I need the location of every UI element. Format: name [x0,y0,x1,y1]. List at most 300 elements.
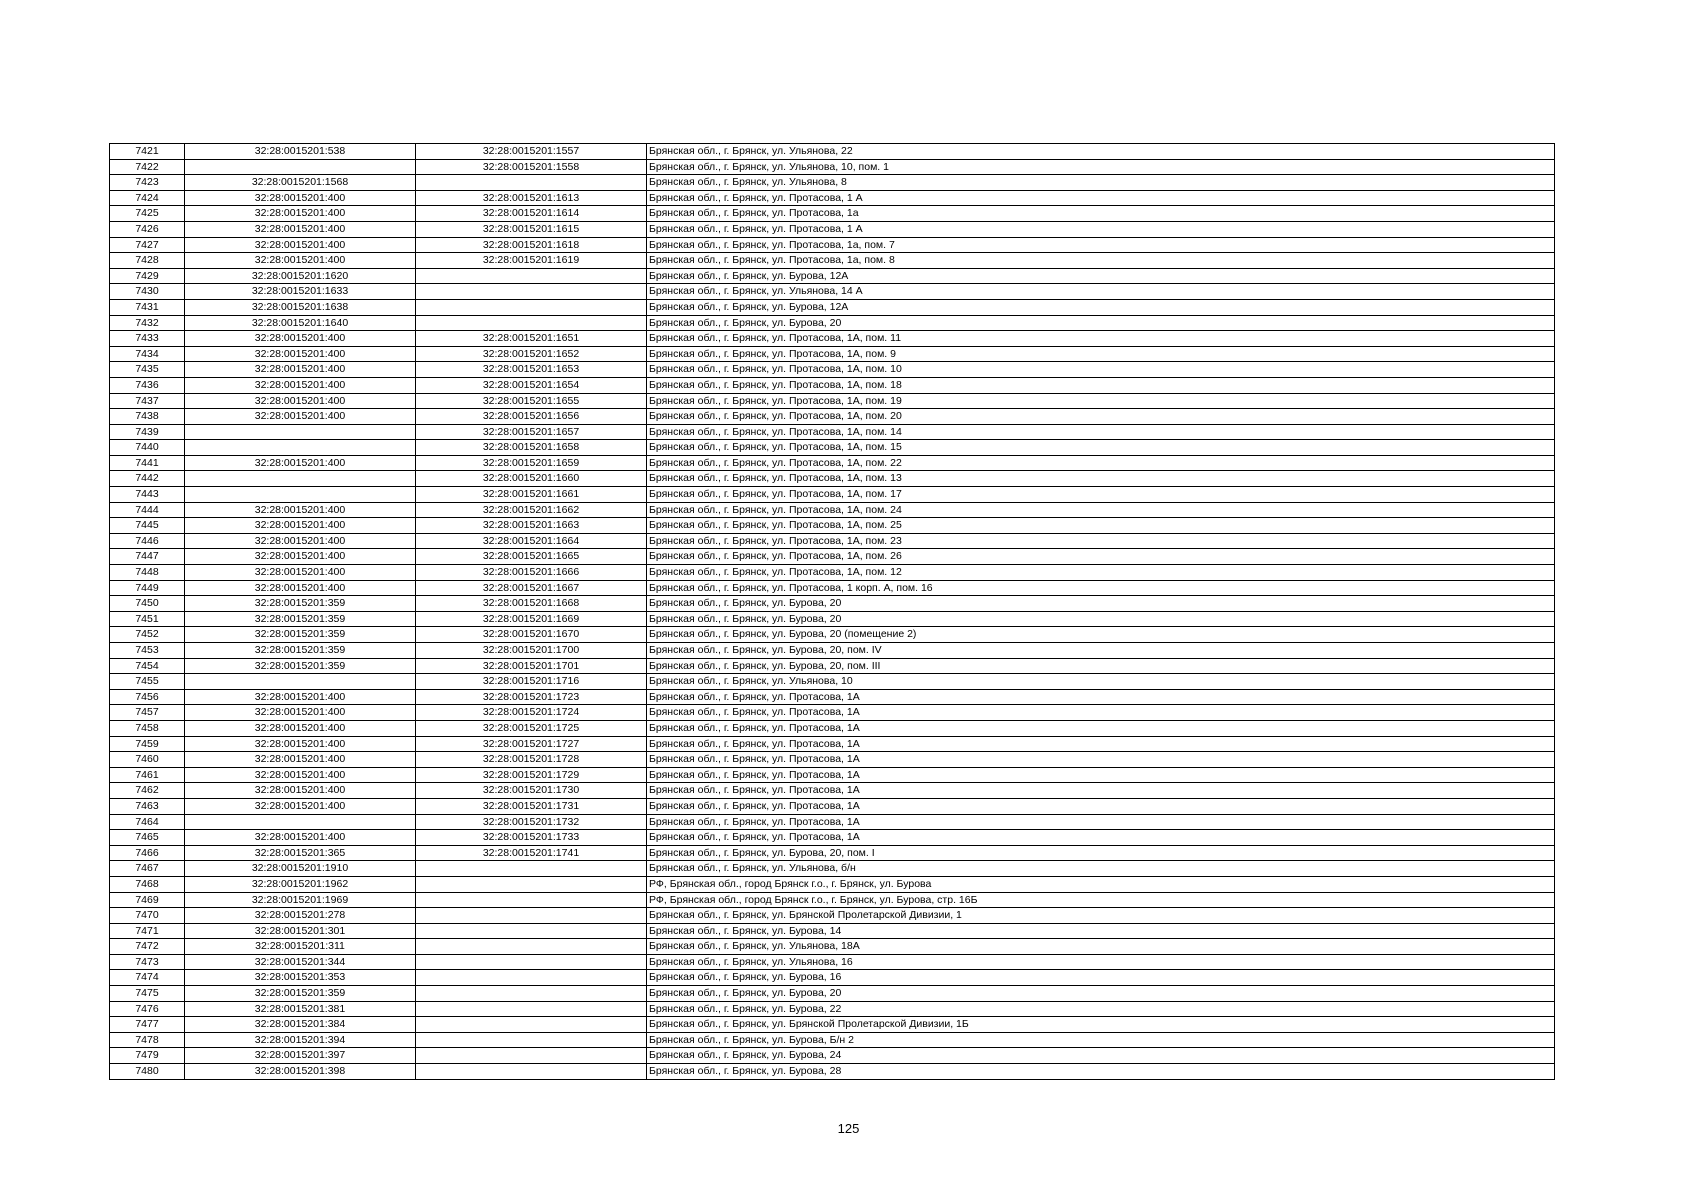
object-cadastral-number-cell [416,986,647,1002]
object-cadastral-number-cell: 32:28:0015201:1731 [416,798,647,814]
row-number-cell: 7443 [110,487,185,503]
address-cell: Брянская обл., г. Брянск, ул. Бурова, 20, пом. I [647,845,1555,861]
address-cell: Брянская обл., г. Брянск, ул. Бурова, 20, пом. III [647,658,1555,674]
object-cadastral-number-cell: 32:28:0015201:1615 [416,221,647,237]
row-number-cell: 7480 [110,1064,185,1080]
table-row [110,689,1555,705]
table-row [110,783,1555,799]
table-row [110,1032,1555,1048]
row-number-cell: 7457 [110,705,185,721]
address-cell: Брянская обл., г. Брянск, ул. Протасова, 1А [647,830,1555,846]
object-cadastral-number-cell: 32:28:0015201:1558 [416,159,647,175]
address-cell: Брянская обл., г. Брянск, ул. Протасова, 1А, пом. 20 [647,409,1555,425]
land-cadastral-number-cell: 32:28:0015201:1620 [185,268,416,284]
row-number-cell: 7462 [110,783,185,799]
address-cell: Брянская обл., г. Брянск, ул. Протасова, 1А, пом. 22 [647,455,1555,471]
table-row [110,986,1555,1002]
address-cell: Брянская обл., г. Брянск, ул. Протасова, 1А [647,689,1555,705]
address-cell: Брянская обл., г. Брянск, ул. Протасова, 1А, пом. 26 [647,549,1555,565]
row-number-cell: 7433 [110,331,185,347]
object-cadastral-number-cell [416,1048,647,1064]
land-cadastral-number-cell: 32:28:0015201:538 [185,144,416,160]
land-cadastral-number-cell [185,674,416,690]
land-cadastral-number-cell [185,424,416,440]
row-number-cell: 7437 [110,393,185,409]
land-cadastral-number-cell: 32:28:0015201:400 [185,253,416,269]
land-cadastral-number-cell: 32:28:0015201:400 [185,752,416,768]
land-cadastral-number-cell: 32:28:0015201:400 [185,346,416,362]
row-number-cell: 7427 [110,237,185,253]
land-cadastral-number-cell: 32:28:0015201:359 [185,658,416,674]
land-cadastral-number-cell: 32:28:0015201:384 [185,1017,416,1033]
row-number-cell: 7425 [110,206,185,222]
object-cadastral-number-cell: 32:28:0015201:1716 [416,674,647,690]
address-cell: Брянская обл., г. Брянск, ул. Бурова, 20 [647,315,1555,331]
land-cadastral-number-cell: 32:28:0015201:359 [185,611,416,627]
address-cell: Брянская обл., г. Брянск, ул. Ульянова, 10 [647,674,1555,690]
row-number-cell: 7445 [110,518,185,534]
address-cell: Брянская обл., г. Брянск, ул. Протасова, 1А, пом. 14 [647,424,1555,440]
object-cadastral-number-cell: 32:28:0015201:1727 [416,736,647,752]
row-number-cell: 7446 [110,533,185,549]
row-number-cell: 7476 [110,1001,185,1017]
land-cadastral-number-cell: 32:28:0015201:400 [185,221,416,237]
row-number-cell: 7474 [110,970,185,986]
object-cadastral-number-cell: 32:28:0015201:1658 [416,440,647,456]
object-cadastral-number-cell: 32:28:0015201:1728 [416,752,647,768]
land-cadastral-number-cell: 32:28:0015201:400 [185,331,416,347]
land-cadastral-number-cell: 32:28:0015201:400 [185,580,416,596]
table-row [110,487,1555,503]
row-number-cell: 7442 [110,471,185,487]
row-number-cell: 7421 [110,144,185,160]
row-number-cell: 7470 [110,908,185,924]
address-cell: Брянская обл., г. Брянск, ул. Бурова, 22 [647,1001,1555,1017]
object-cadastral-number-cell: 32:28:0015201:1729 [416,767,647,783]
address-cell: Брянская обл., г. Брянск, ул. Ульянова, б/н [647,861,1555,877]
address-cell: Брянская обл., г. Брянск, ул. Протасова, 1А, пом. 13 [647,471,1555,487]
row-number-cell: 7459 [110,736,185,752]
land-cadastral-number-cell: 32:28:0015201:400 [185,565,416,581]
table-row [110,580,1555,596]
table-row [110,892,1555,908]
table-row [110,596,1555,612]
table-row [110,814,1555,830]
address-cell: Брянская обл., г. Брянск, ул. Протасова, 1А, пом. 11 [647,331,1555,347]
object-cadastral-number-cell: 32:28:0015201:1724 [416,705,647,721]
row-number-cell: 7456 [110,689,185,705]
object-cadastral-number-cell [416,892,647,908]
land-cadastral-number-cell: 32:28:0015201:359 [185,627,416,643]
land-cadastral-number-cell: 32:28:0015201:400 [185,798,416,814]
object-cadastral-number-cell [416,1064,647,1080]
row-number-cell: 7473 [110,954,185,970]
table-row [110,674,1555,690]
object-cadastral-number-cell: 32:28:0015201:1659 [416,455,647,471]
address-cell: Брянская обл., г. Брянск, ул. Протасова, 1а, пом. 7 [647,237,1555,253]
address-cell: Брянская обл., г. Брянск, ул. Протасова, 1А [647,720,1555,736]
row-number-cell: 7471 [110,923,185,939]
table-row [110,377,1555,393]
table-row [110,268,1555,284]
address-cell: Брянская обл., г. Брянск, ул. Протасова, 1А, пом. 9 [647,346,1555,362]
address-cell: Брянская обл., г. Брянск, ул. Протасова, 1А, пом. 17 [647,487,1555,503]
land-cadastral-number-cell: 32:28:0015201:400 [185,409,416,425]
row-number-cell: 7424 [110,190,185,206]
object-cadastral-number-cell: 32:28:0015201:1730 [416,783,647,799]
address-cell: РФ, Брянская обл., город Брянск г.о., г. Брянск, ул. Бурова, стр. 16Б [647,892,1555,908]
table-row [110,736,1555,752]
object-cadastral-number-cell: 32:28:0015201:1741 [416,845,647,861]
object-cadastral-number-cell [416,284,647,300]
object-cadastral-number-cell: 32:28:0015201:1662 [416,502,647,518]
address-cell: Брянская обл., г. Брянск, ул. Протасова, 1А [647,783,1555,799]
object-cadastral-number-cell: 32:28:0015201:1619 [416,253,647,269]
row-number-cell: 7434 [110,346,185,362]
land-cadastral-number-cell [185,814,416,830]
object-cadastral-number-cell: 32:28:0015201:1669 [416,611,647,627]
land-cadastral-number-cell: 32:28:0015201:400 [185,705,416,721]
address-cell: Брянская обл., г. Брянск, ул. Бурова, 20 [647,611,1555,627]
land-cadastral-number-cell: 32:28:0015201:400 [185,237,416,253]
address-cell: Брянская обл., г. Брянск, ул. Ульянова, 14 А [647,284,1555,300]
land-cadastral-number-cell: 32:28:0015201:311 [185,939,416,955]
object-cadastral-number-cell [416,970,647,986]
address-cell: Брянская обл., г. Брянск, ул. Ульянова, 10, пом. 1 [647,159,1555,175]
land-cadastral-number-cell: 32:28:0015201:1633 [185,284,416,300]
land-cadastral-number-cell: 32:28:0015201:400 [185,783,416,799]
row-number-cell: 7452 [110,627,185,643]
object-cadastral-number-cell: 32:28:0015201:1732 [416,814,647,830]
land-cadastral-number-cell [185,471,416,487]
object-cadastral-number-cell: 32:28:0015201:1657 [416,424,647,440]
land-cadastral-number-cell: 32:28:0015201:400 [185,190,416,206]
row-number-cell: 7451 [110,611,185,627]
land-cadastral-number-cell [185,440,416,456]
land-cadastral-number-cell: 32:28:0015201:400 [185,502,416,518]
address-cell: Брянская обл., г. Брянск, ул. Бурова, 28 [647,1064,1555,1080]
object-cadastral-number-cell [416,315,647,331]
address-cell: Брянская обл., г. Брянск, ул. Протасова, 1 А [647,190,1555,206]
land-cadastral-number-cell: 32:28:0015201:400 [185,830,416,846]
object-cadastral-number-cell: 32:28:0015201:1656 [416,409,647,425]
object-cadastral-number-cell [416,954,647,970]
table-row [110,144,1555,160]
table-row [110,455,1555,471]
land-cadastral-number-cell: 32:28:0015201:400 [185,206,416,222]
object-cadastral-number-cell: 32:28:0015201:1665 [416,549,647,565]
object-cadastral-number-cell: 32:28:0015201:1700 [416,643,647,659]
object-cadastral-number-cell [416,175,647,191]
row-number-cell: 7429 [110,268,185,284]
land-cadastral-number-cell: 32:28:0015201:400 [185,518,416,534]
table-row [110,658,1555,674]
address-cell: Брянская обл., г. Брянск, ул. Протасова, 1 А [647,221,1555,237]
address-cell: Брянская обл., г. Брянск, ул. Ульянова, 8 [647,175,1555,191]
address-cell: Брянская обл., г. Брянск, ул. Бурова, 12А [647,268,1555,284]
address-cell: Брянская обл., г. Брянск, ул. Протасова, 1А, пом. 10 [647,362,1555,378]
land-cadastral-number-cell: 32:28:0015201:353 [185,970,416,986]
table-row [110,720,1555,736]
land-cadastral-number-cell: 32:28:0015201:400 [185,549,416,565]
object-cadastral-number-cell: 32:28:0015201:1723 [416,689,647,705]
object-cadastral-number-cell: 32:28:0015201:1660 [416,471,647,487]
object-cadastral-number-cell: 32:28:0015201:1613 [416,190,647,206]
land-cadastral-number-cell: 32:28:0015201:400 [185,533,416,549]
table-row [110,939,1555,955]
table-row [110,471,1555,487]
address-cell: Брянская обл., г. Брянск, ул. Протасова, 1А, пом. 24 [647,502,1555,518]
table-row [110,393,1555,409]
land-cadastral-number-cell: 32:28:0015201:1962 [185,876,416,892]
row-number-cell: 7458 [110,720,185,736]
table-row [110,253,1555,269]
row-number-cell: 7465 [110,830,185,846]
land-cadastral-number-cell: 32:28:0015201:359 [185,986,416,1002]
row-number-cell: 7435 [110,362,185,378]
table-row [110,284,1555,300]
table-row [110,1001,1555,1017]
object-cadastral-number-cell [416,1017,647,1033]
table-row [110,175,1555,191]
land-cadastral-number-cell: 32:28:0015201:400 [185,689,416,705]
cadastral-table [109,143,1555,1080]
table-row [110,565,1555,581]
object-cadastral-number-cell: 32:28:0015201:1725 [416,720,647,736]
land-cadastral-number-cell: 32:28:0015201:1969 [185,892,416,908]
object-cadastral-number-cell [416,1001,647,1017]
row-number-cell: 7439 [110,424,185,440]
land-cadastral-number-cell: 32:28:0015201:1638 [185,299,416,315]
land-cadastral-number-cell [185,487,416,503]
object-cadastral-number-cell: 32:28:0015201:1670 [416,627,647,643]
address-cell: Брянская обл., г. Брянск, ул. Протасова, 1А [647,705,1555,721]
address-cell: Брянская обл., г. Брянск, ул. Протасова, 1А [647,736,1555,752]
object-cadastral-number-cell [416,939,647,955]
land-cadastral-number-cell: 32:28:0015201:301 [185,923,416,939]
object-cadastral-number-cell [416,876,647,892]
address-cell: Брянская обл., г. Брянск, ул. Бурова, 20 [647,596,1555,612]
land-cadastral-number-cell: 32:28:0015201:400 [185,362,416,378]
address-cell: Брянская обл., г. Брянск, ул. Протасова, 1А [647,752,1555,768]
row-number-cell: 7428 [110,253,185,269]
object-cadastral-number-cell: 32:28:0015201:1614 [416,206,647,222]
object-cadastral-number-cell: 32:28:0015201:1653 [416,362,647,378]
land-cadastral-number-cell: 32:28:0015201:359 [185,643,416,659]
land-cadastral-number-cell: 32:28:0015201:400 [185,767,416,783]
address-cell: Брянская обл., г. Брянск, ул. Бурова, 12А [647,299,1555,315]
table-row [110,190,1555,206]
land-cadastral-number-cell: 32:28:0015201:359 [185,596,416,612]
land-cadastral-number-cell [185,159,416,175]
row-number-cell: 7475 [110,986,185,1002]
table-row [110,923,1555,939]
address-cell: Брянская обл., г. Брянск, ул. Протасова, 1А [647,798,1555,814]
row-number-cell: 7463 [110,798,185,814]
address-cell: Брянская обл., г. Брянск, ул. Протасова, 1А, пом. 18 [647,377,1555,393]
object-cadastral-number-cell: 32:28:0015201:1733 [416,830,647,846]
land-cadastral-number-cell: 32:28:0015201:1910 [185,861,416,877]
row-number-cell: 7468 [110,876,185,892]
table-row [110,954,1555,970]
row-number-cell: 7467 [110,861,185,877]
address-cell: Брянская обл., г. Брянск, ул. Протасова, 1 корп. А, пом. 16 [647,580,1555,596]
row-number-cell: 7466 [110,845,185,861]
row-number-cell: 7426 [110,221,185,237]
land-cadastral-number-cell: 32:28:0015201:400 [185,393,416,409]
land-cadastral-number-cell: 32:28:0015201:381 [185,1001,416,1017]
land-cadastral-number-cell: 32:28:0015201:365 [185,845,416,861]
row-number-cell: 7431 [110,299,185,315]
land-cadastral-number-cell: 32:28:0015201:398 [185,1064,416,1080]
table-row [110,315,1555,331]
row-number-cell: 7453 [110,643,185,659]
address-cell: Брянская обл., г. Брянск, ул. Протасова, 1А [647,814,1555,830]
table-row [110,331,1555,347]
land-cadastral-number-cell: 32:28:0015201:278 [185,908,416,924]
object-cadastral-number-cell [416,268,647,284]
table-row [110,409,1555,425]
row-number-cell: 7464 [110,814,185,830]
address-cell: Брянская обл., г. Брянск, ул. Брянской Пролетарской Дивизии, 1 [647,908,1555,924]
address-cell: РФ, Брянская обл., город Брянск г.о., г. Брянск, ул. Бурова [647,876,1555,892]
table-row [110,1017,1555,1033]
row-number-cell: 7478 [110,1032,185,1048]
object-cadastral-number-cell: 32:28:0015201:1655 [416,393,647,409]
table-row [110,533,1555,549]
object-cadastral-number-cell: 32:28:0015201:1618 [416,237,647,253]
table-row [110,237,1555,253]
land-cadastral-number-cell: 32:28:0015201:400 [185,455,416,471]
table-row [110,845,1555,861]
table-row [110,1064,1555,1080]
land-cadastral-number-cell: 32:28:0015201:1568 [185,175,416,191]
object-cadastral-number-cell [416,861,647,877]
table-row [110,206,1555,222]
row-number-cell: 7472 [110,939,185,955]
row-number-cell: 7460 [110,752,185,768]
row-number-cell: 7447 [110,549,185,565]
table-row [110,830,1555,846]
table-row [110,970,1555,986]
row-number-cell: 7448 [110,565,185,581]
address-cell: Брянская обл., г. Брянск, ул. Протасова, 1А, пом. 12 [647,565,1555,581]
object-cadastral-number-cell [416,908,647,924]
table-row [110,362,1555,378]
row-number-cell: 7455 [110,674,185,690]
address-cell: Брянская обл., г. Брянск, ул. Бурова, 20 [647,986,1555,1002]
table-row [110,798,1555,814]
table-row [110,908,1555,924]
object-cadastral-number-cell: 32:28:0015201:1667 [416,580,647,596]
row-number-cell: 7479 [110,1048,185,1064]
land-cadastral-number-cell: 32:28:0015201:400 [185,720,416,736]
table-row [110,861,1555,877]
table-body [110,144,1555,1080]
address-cell: Брянская обл., г. Брянск, ул. Протасова, 1А, пом. 15 [647,440,1555,456]
address-cell: Брянская обл., г. Брянск, ул. Бурова, 20, пом. IV [647,643,1555,659]
address-cell: Брянская обл., г. Брянск, ул. Бурова, 20 (помещение 2) [647,627,1555,643]
address-cell: Брянская обл., г. Брянск, ул. Бурова, 14 [647,923,1555,939]
land-cadastral-number-cell: 32:28:0015201:1640 [185,315,416,331]
row-number-cell: 7441 [110,455,185,471]
row-number-cell: 7477 [110,1017,185,1033]
object-cadastral-number-cell: 32:28:0015201:1654 [416,377,647,393]
table-row [110,221,1555,237]
table-row [110,1048,1555,1064]
row-number-cell: 7450 [110,596,185,612]
table-row [110,549,1555,565]
row-number-cell: 7423 [110,175,185,191]
object-cadastral-number-cell: 32:28:0015201:1652 [416,346,647,362]
address-cell: Брянская обл., г. Брянск, ул. Ульянова, 22 [647,144,1555,160]
table-row [110,611,1555,627]
row-number-cell: 7432 [110,315,185,331]
row-number-cell: 7449 [110,580,185,596]
table-row [110,705,1555,721]
object-cadastral-number-cell [416,923,647,939]
row-number-cell: 7436 [110,377,185,393]
object-cadastral-number-cell: 32:28:0015201:1668 [416,596,647,612]
object-cadastral-number-cell [416,1032,647,1048]
object-cadastral-number-cell: 32:28:0015201:1661 [416,487,647,503]
row-number-cell: 7461 [110,767,185,783]
land-cadastral-number-cell: 32:28:0015201:344 [185,954,416,970]
address-cell: Брянская обл., г. Брянск, ул. Протасова, 1а, пом. 8 [647,253,1555,269]
land-cadastral-number-cell: 32:28:0015201:394 [185,1032,416,1048]
address-cell: Брянская обл., г. Брянск, ул. Протасова, 1А, пом. 23 [647,533,1555,549]
row-number-cell: 7430 [110,284,185,300]
object-cadastral-number-cell: 32:28:0015201:1701 [416,658,647,674]
object-cadastral-number-cell [416,299,647,315]
address-cell: Брянская обл., г. Брянск, ул. Ульянова, 16 [647,954,1555,970]
table-row [110,440,1555,456]
table-row [110,299,1555,315]
table-row [110,767,1555,783]
address-cell: Брянская обл., г. Брянск, ул. Протасова, 1а [647,206,1555,222]
row-number-cell: 7444 [110,502,185,518]
address-cell: Брянская обл., г. Брянск, ул. Протасова, 1А, пом. 19 [647,393,1555,409]
table-row [110,752,1555,768]
address-cell: Брянская обл., г. Брянск, ул. Ульянова, 18А [647,939,1555,955]
land-cadastral-number-cell: 32:28:0015201:400 [185,736,416,752]
address-cell: Брянская обл., г. Брянск, ул. Бурова, Б/н 2 [647,1032,1555,1048]
table-row [110,518,1555,534]
object-cadastral-number-cell: 32:28:0015201:1557 [416,144,647,160]
object-cadastral-number-cell: 32:28:0015201:1663 [416,518,647,534]
row-number-cell: 7422 [110,159,185,175]
address-cell: Брянская обл., г. Брянск, ул. Бурова, 24 [647,1048,1555,1064]
land-cadastral-number-cell: 32:28:0015201:400 [185,377,416,393]
table-row [110,643,1555,659]
row-number-cell: 7438 [110,409,185,425]
address-cell: Брянская обл., г. Брянск, ул. Протасова, 1А [647,767,1555,783]
address-cell: Брянская обл., г. Брянск, ул. Протасова, 1А, пом. 25 [647,518,1555,534]
object-cadastral-number-cell: 32:28:0015201:1651 [416,331,647,347]
table-row [110,346,1555,362]
land-cadastral-number-cell: 32:28:0015201:397 [185,1048,416,1064]
address-cell: Брянская обл., г. Брянск, ул. Брянской Пролетарской Дивизии, 1Б [647,1017,1555,1033]
table-row [110,159,1555,175]
row-number-cell: 7440 [110,440,185,456]
row-number-cell: 7454 [110,658,185,674]
page-number: 125 [837,1121,860,1136]
table-row [110,424,1555,440]
table-row [110,627,1555,643]
table-row [110,502,1555,518]
table-row [110,876,1555,892]
object-cadastral-number-cell: 32:28:0015201:1666 [416,565,647,581]
